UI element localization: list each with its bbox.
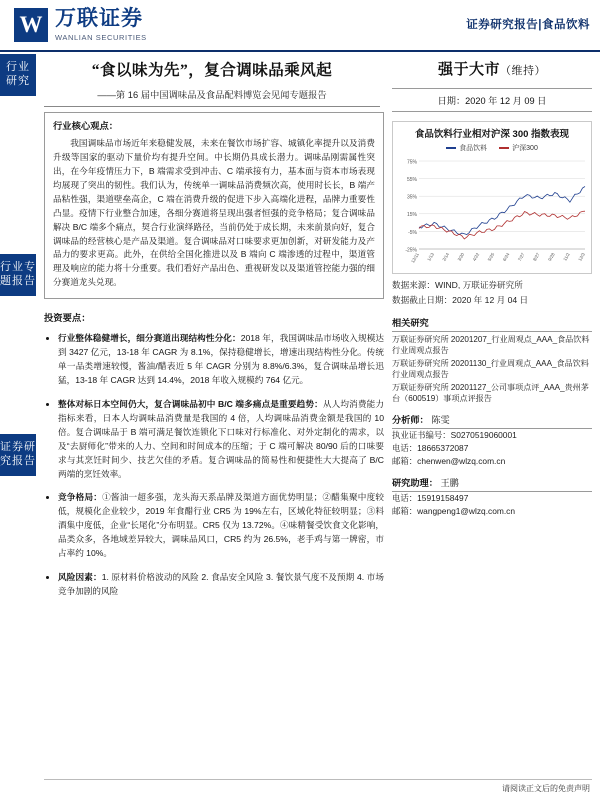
rating-value: 强于大市 — [437, 62, 500, 78]
point-lead: 整体对标日本空间仍大，复合调味品初中 B/C 端多痛点是重要趋势： — [58, 398, 323, 409]
footer-disclaimer: 请阅读正文后的免责声明 — [502, 784, 590, 793]
rail-tab-line: 研究 — [6, 74, 30, 87]
legend-item-1 — [499, 143, 538, 153]
legend-label: 食品饮料 — [459, 145, 488, 152]
chart-plot-area — [393, 155, 591, 273]
legend-item-0 — [446, 143, 487, 153]
assistant-phone-value: 15919158497 — [417, 493, 469, 504]
chart-legend — [393, 142, 591, 155]
assistant-name: 王鹏 — [440, 478, 459, 489]
point-lead: 风险因素： — [58, 572, 102, 583]
report-category: 证券研究报告|食品饮料 — [466, 19, 590, 31]
core-view-title: 行业核心观点： — [53, 121, 119, 131]
chart-data-date-label: 数据截止日期： — [392, 295, 453, 306]
svg-text:15%: 15% — [406, 212, 417, 219]
analyst-license-value: S0270519060001 — [450, 430, 517, 441]
performance-chart — [392, 121, 592, 274]
point-text: 2018 年，我国调味品市场收入规模达到 3427 亿元，13-18 年 CAGR 为 8.1%，保持稳健增长，增速出现结构性分化。传统单一品类增速较慢，酱油/醋表近 5 年 CAGR 分别为 8.8%/6.3%，复合调味品增长迅猛，13-18 年 CAGR 达到 14.4%，2018 年收入规模约 764 亿元。 — [58, 333, 384, 385]
svg-text:2/14: 2/14 — [441, 252, 451, 262]
page-title: “食以味为先”，复合调味品乘风起 — [91, 62, 333, 79]
svg-text:5/25: 5/25 — [486, 252, 496, 262]
core-view-box — [44, 112, 384, 299]
svg-text:8/27: 8/27 — [531, 252, 541, 262]
analyst-phone-label: 电话： — [392, 443, 418, 454]
report-date — [392, 88, 592, 112]
list-item[interactable]: 万联证券研究所 20201127_公司事项点评_AAA_贵州茅台（600519）事项点评报告 — [392, 382, 589, 403]
rail-tab-line: 行业专题报告 — [0, 261, 36, 287]
svg-text:11/2: 11/2 — [562, 252, 571, 262]
rating-status: （维持） — [500, 65, 546, 77]
svg-text:-25%: -25% — [405, 247, 417, 254]
assistant-email-value[interactable]: wangpeng1@wlzq.com.cn — [417, 505, 516, 516]
analyst-email-value[interactable]: chenwen@wlzq.com.cn — [417, 455, 506, 466]
core-view-text: 我国调味品市场近年来稳健发展，未来在餐饮市场扩容、城镇化率提升以及消费升级等国家的驱动下量价均有提升空间。中长期仍具成长潜力。调味品刚需属性突出，在今年疫情压力下，B 端需求受到冲击、C 端承接有力，基本面与资本市场表现均展现了突出的韧性。我们认为，传统单一调味品消费频次高，使用时长长，B 端产品粘性强，渠道壁垒高企，C 端在消费升级的促进下步入高端化进程，品牌力重要性凸显。疫情下行业整合加速，各细分赛道将呈现出强者恒强的竞争格局；复合调味品解决 B/C 端多个痛点，契合行业演绎路径，当前仍处于成长期，未来前景向好，复合调味品的经营核心是产品及渠道。复合调味品对口味要求更加创新，对研发能力及产品力的要求更高。此外，在供给全国化推进以及 B 端向 C 端渗透的过程中，渠道管理及响应的能力将十分重要。我们看好产品出色、重视研发以及渠道管控能力强的细分赛道龙头兑现。 — [53, 138, 375, 288]
svg-text:12/3: 12/3 — [577, 252, 586, 262]
footer-divider — [44, 779, 592, 780]
investment-points-list — [44, 331, 384, 599]
list-item[interactable]: 万联证券研究所 20201130_行业周观点_AAA_食品饮料行业周观点报告 — [392, 358, 589, 379]
logo-icon: W — [14, 8, 48, 42]
svg-text:75%: 75% — [406, 159, 417, 166]
report-meta-panel — [392, 58, 592, 517]
related-research-heading: 相关研究 — [392, 315, 592, 332]
analyst-label: 分析师： — [392, 415, 429, 426]
svg-text:6/24: 6/24 — [501, 252, 511, 262]
analyst-email — [392, 455, 592, 468]
svg-text:-5%: -5% — [408, 229, 417, 236]
point-lead: 行业整体稳健增长，细分赛道出现结构性分化： — [58, 333, 241, 344]
rail-tab-line: 证券研究报告 — [0, 441, 36, 467]
chart-source: 数据来源：WIND, 万联证券研究所 — [392, 280, 523, 290]
analyst-license — [392, 429, 592, 442]
rail-tab-line: 行业 — [6, 61, 30, 73]
page-header — [0, 0, 600, 52]
report-date-label: 日期： — [437, 96, 466, 106]
page-subtitle: ——第 16 届中国调味品及食品配料博览会见闻专题报告 — [44, 87, 380, 107]
assistant-phone — [392, 492, 592, 505]
list-item[interactable]: 万联证券研究所 20201207_行业周观点_AAA_食品饮料行业周观点报告 — [392, 334, 590, 355]
side-rail — [0, 54, 36, 779]
analyst-heading — [392, 412, 592, 429]
report-date-value: 2020 年 12 月 09 日 — [465, 96, 547, 106]
list-item — [58, 570, 384, 599]
point-lead: 竞争格局： — [58, 492, 103, 503]
rail-tab-industry-research — [0, 54, 36, 96]
report-body — [44, 112, 384, 608]
related-research-list — [392, 335, 592, 405]
svg-text:35%: 35% — [406, 194, 417, 201]
list-item — [58, 331, 384, 388]
legend-label: 沪深300 — [512, 145, 538, 152]
svg-text:7/27: 7/27 — [516, 252, 526, 262]
point-text: 从人均消费能力指标来看，日本人均调味品消费量是我国的 4 倍，人均调味品消费金额是我国的 10 倍。复合调味品于 B 端可满足餐饮连锁化下口味对行标准化、对外定制化的需求，以及“去厨师化”带来的人力、空间和时间成本的压缩；于 C 端可解决 80/90 后的口味要求与其烹饪时间少、技艺欠佳的矛盾。复合调味品的简易性和便捷性大大提高了 B/C 两端的烹饪效率。 — [58, 398, 384, 479]
rail-tab-securities-research — [0, 434, 36, 476]
investment-points-title: 投资要点： — [44, 313, 91, 324]
svg-text:55%: 55% — [406, 177, 417, 183]
assistant-phone-label: 电话： — [392, 493, 418, 504]
analyst-license-label: 执业证书编号： — [392, 430, 451, 441]
chart-svg — [395, 157, 589, 271]
chart-title: 食品饮料行业相对沪深 300 指数表现 — [414, 129, 570, 140]
analyst-phone-value: 18665372087 — [417, 443, 469, 454]
assistant-label: 研究助理： — [392, 478, 438, 489]
point-text: ①酱油一超多强，龙头海天系品牌及渠道方面优势明显；②醋集聚中度较低，规模化企业较少，2019 年食醋行业 CR5 为 19%左右，区域化特征较明显；③料酒集中度低，企业“长尾化”分布明显。CR5 仅为 13.72%。④味精餐受饮食文化影响，品类众多，各地域差异较大，调味品风口，CR5 约为 26.5%，老手鸡与第一牌密，市占率约 10%。 — [58, 492, 384, 559]
rail-tab-special-report — [0, 254, 36, 296]
brand-logo — [14, 8, 147, 42]
analyst-name: 陈雯 — [431, 415, 450, 426]
svg-text:1/13: 1/13 — [426, 252, 435, 262]
svg-text:12/11: 12/11 — [410, 252, 420, 264]
list-item — [58, 490, 384, 561]
svg-text:9/28: 9/28 — [547, 252, 556, 262]
analyst-email-label: 邮箱： — [392, 455, 418, 466]
assistant-heading — [392, 475, 592, 492]
brand-name-en: WANLIAN SECURITIES — [55, 32, 147, 42]
assistant-email — [392, 505, 592, 518]
title-block — [44, 58, 380, 107]
svg-text:3/20: 3/20 — [456, 252, 466, 262]
chart-data-date — [392, 294, 592, 306]
analyst-phone — [392, 442, 592, 455]
brand-name-cn: 万联证券 — [55, 7, 143, 31]
svg-text:4/22: 4/22 — [471, 252, 481, 262]
chart-data-date-value: 2020 年 12 月 04 日 — [452, 295, 529, 306]
rating-block — [392, 58, 592, 79]
assistant-email-label: 邮箱： — [392, 505, 418, 516]
list-item — [58, 397, 384, 482]
point-text: 1. 原材料价格波动的风险 2. 食品安全风险 3. 餐饮景气度不及预期 4. 市场竞争加剧的风险 — [58, 572, 384, 596]
